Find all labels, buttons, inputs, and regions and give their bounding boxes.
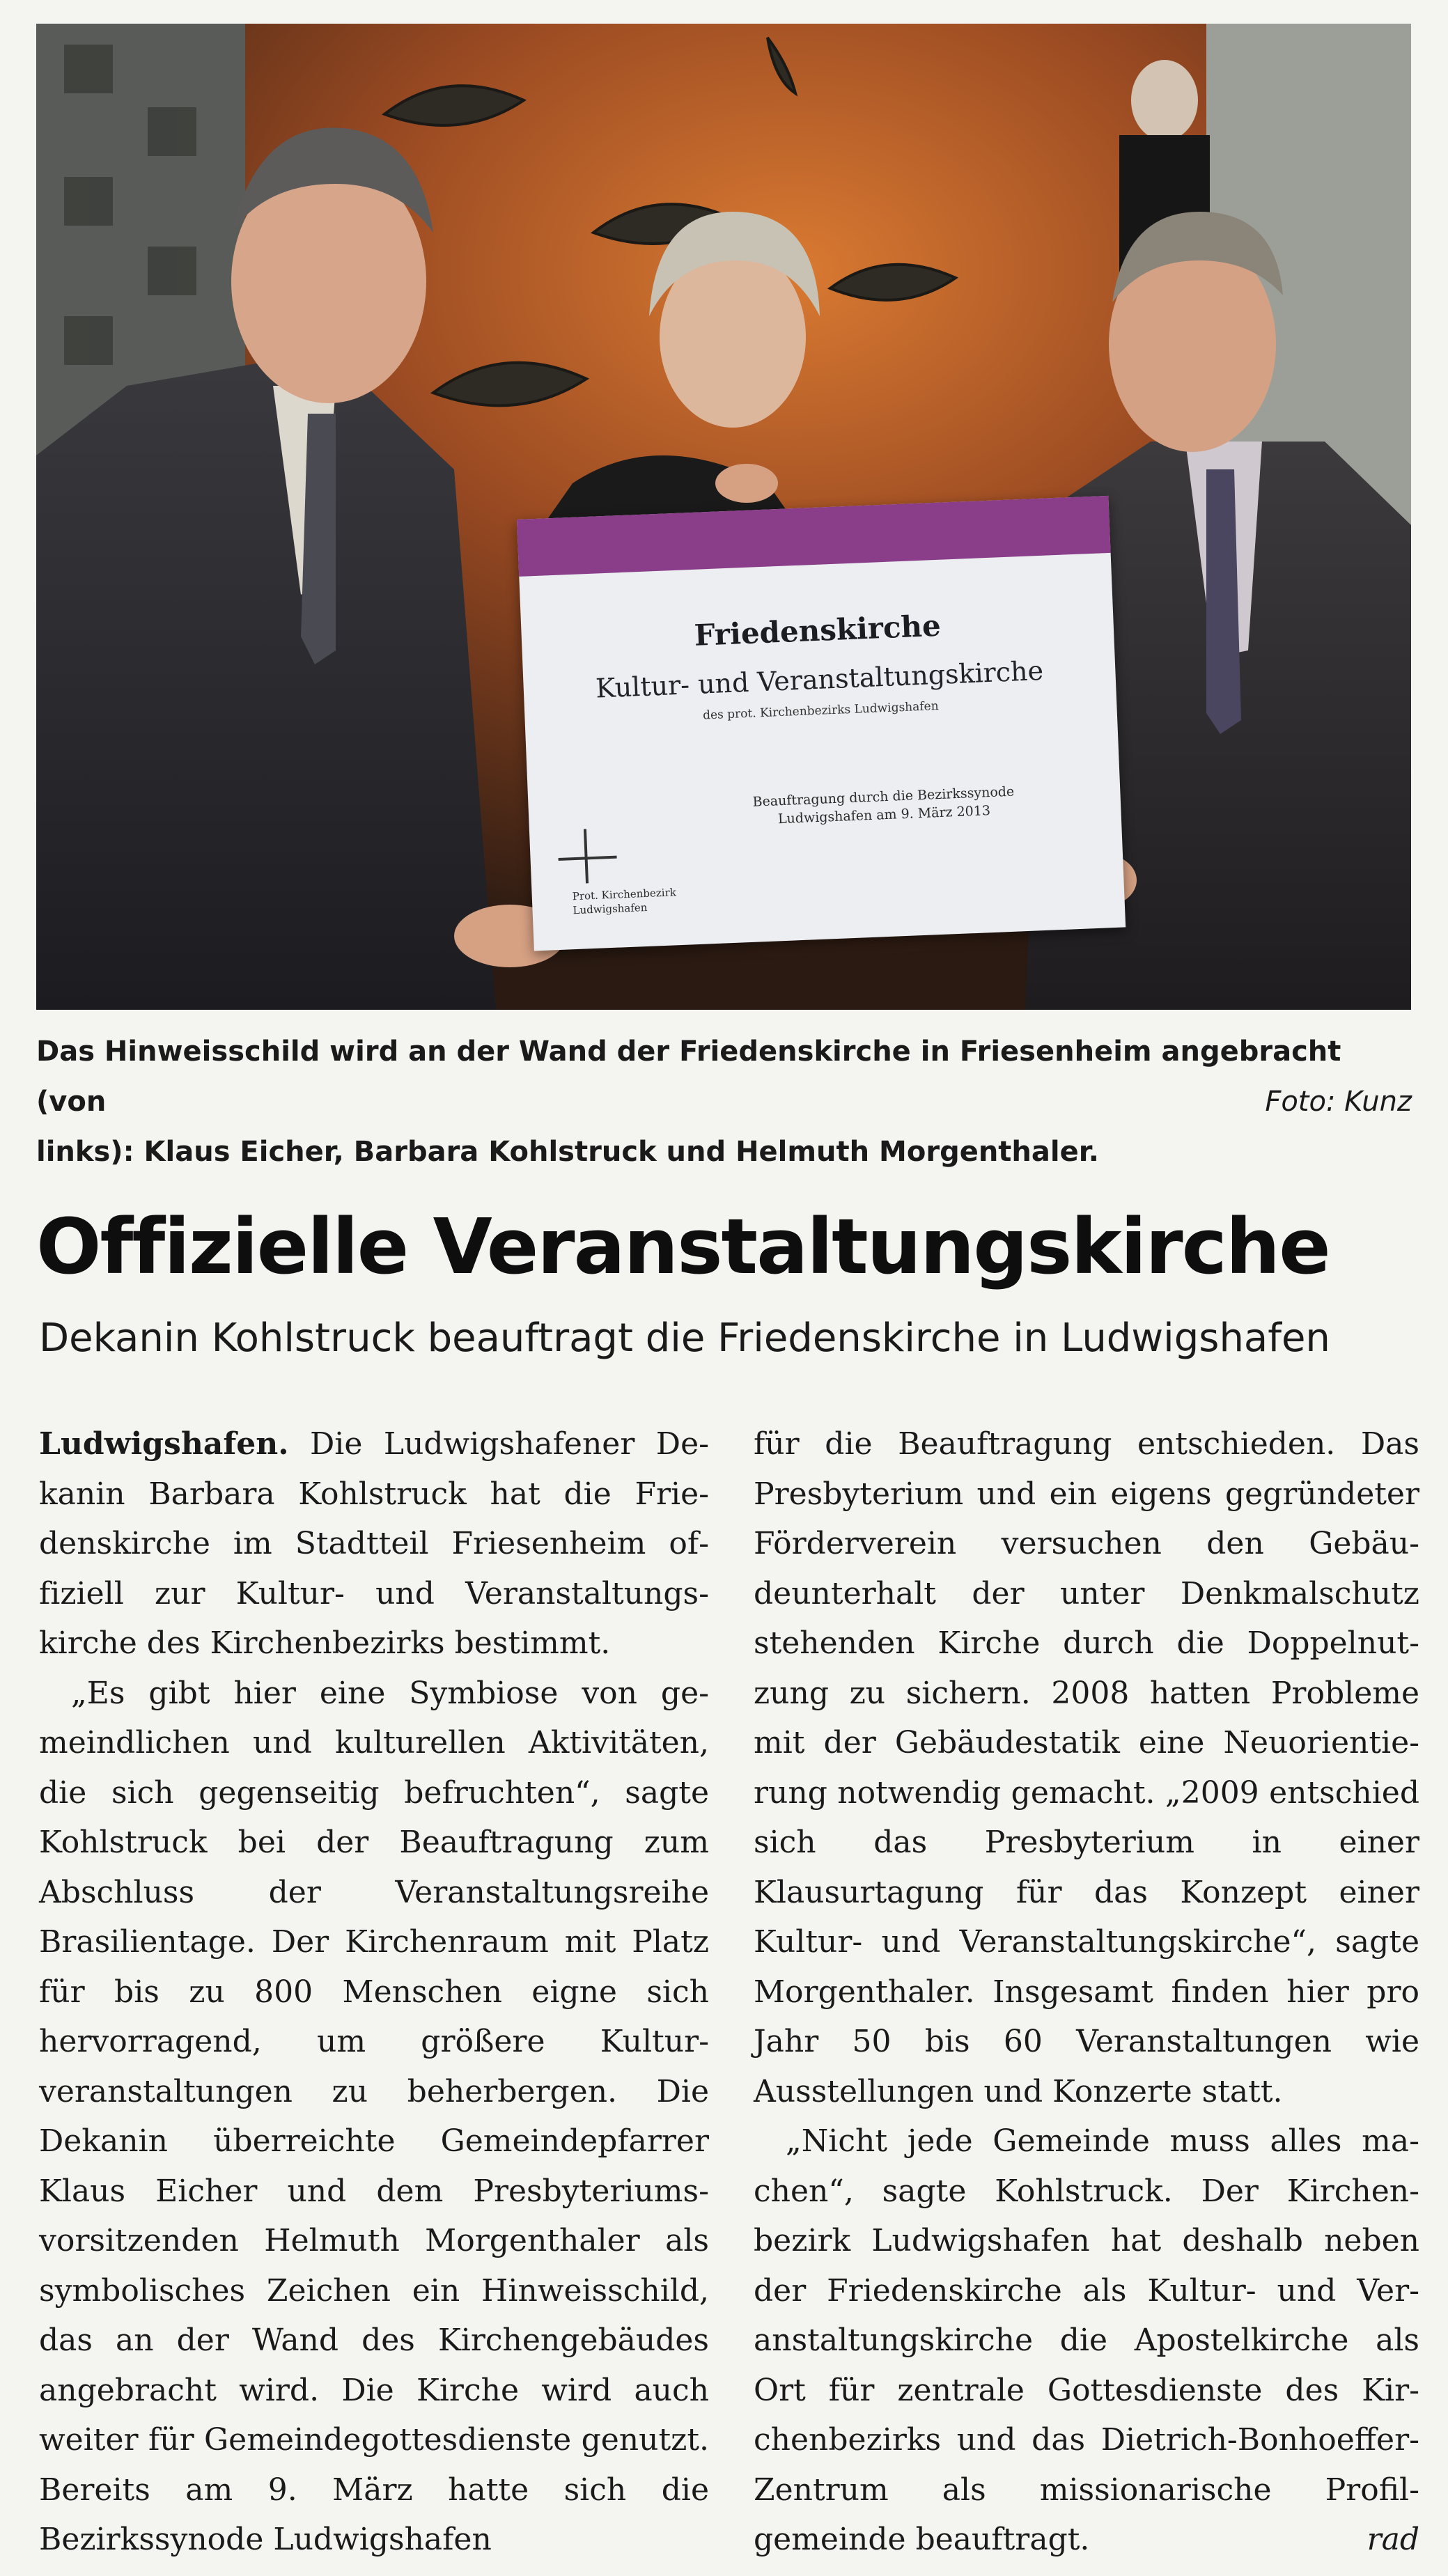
sign-org-line2: Ludwigshafen — [573, 900, 648, 917]
article-paragraph-2: „Es gibt hier eine Symbiose von gemeindlichen und kulturellen Aktivitäten, die sich gegenseitig befruchten“, sagte Kohlstruck bei der Beauftragung zum Abschluss der Veranstaltungsreihe Brasilientage. Der Kirchenraum mit Platz für bis zu 800 Menschen eigne sich hervorragend, um größere Kulturveranstaltungen zu beherbergen. Die Dekanin überreichte Gemeindepfarrer Klaus Eicher und dem Presbyteriumsvorsitzenden Helmuth Morgenthaler als symbolisches Zeichen ein Hinweisschild, das an der Wand des Kirchengebäudes angebracht wird. Die Kirche wird auch weiter für Gemeindegottesdienste genutzt. Bereits am 9. März hatte sich die Bezirkssynode Ludwigshafen — [39, 1675, 709, 2557]
photo-credit: Foto: Kunz — [1265, 1086, 1412, 1118]
article-headline: Offizielle Veranstaltungskirche — [36, 1202, 1330, 1291]
sign-org-line1: Prot. Kirchenbezirk — [572, 886, 677, 903]
caption-line2: links): Klaus Eicher, Barbara Kohlstruck und Helmuth Morgenthaler. — [36, 1136, 1099, 1168]
dateline: Ludwigshafen. — [39, 1426, 289, 1462]
article-subheadline: Dekanin Kohlstruck beauftragt die Friedenskirche in Ludwigshafen — [39, 1316, 1330, 1361]
sign-title: Friedenskirche — [693, 608, 942, 653]
paragraph-1-text: Die Ludwigshafener Dekanin Barbara Kohlstruck hat die Friedenskirche im Stadtteil Friesenheim offiziell zur Kultur- und Veranstaltungskirche des Kirchenbezirks bestimmt. — [39, 1426, 709, 1661]
sign-commission-line2: Ludwigshafen am 9. März 2013 — [777, 803, 991, 827]
sign-organization — [572, 884, 698, 917]
sign-subtitle: Kultur- und Veranstaltungskirche — [595, 655, 1044, 704]
author-initials: rad — [1367, 2522, 1419, 2557]
paragraph-4-text: „Nicht jede Gemeinde muss alles machen“, sagte Kohlstruck. Der Kirchenbezirk Ludwigshafen hat deshalb neben der Friedenskirche als Kultur- und Veranstaltungskirche die Apostelkirche als Ort für zentrale Gottesdienste des Kirchenbezirks und das Dietrich-Bonhoeffer-Zentrum als missionarische Profilgemeinde beauftragt. — [754, 2123, 1419, 2557]
sign-commission — [674, 779, 1093, 832]
article-column-right — [754, 1419, 1419, 2565]
article-photo — [36, 24, 1411, 1010]
article-paragraph-1 — [39, 1419, 709, 1669]
sign-plaque — [517, 496, 1126, 951]
photo-caption — [36, 1027, 1415, 1177]
caption-line1: Das Hinweisschild wird an der Wand der Friedenskirche in Friesenheim angebracht (von — [36, 1036, 1341, 1118]
article-paragraph-3: für die Beauftragung entschieden. Das Presbyterium und ein eigens gegründeter Förderverein versuchen den Gebäudeunterhalt der unter Denkmalschutz stehenden Kirche durch die Doppelnutzung zu sichern. 2008 hatten Probleme mit der Gebäudestatik eine Neuorientierung notwendig gemacht. „2009 entschied sich das Presbyterium in einer Klausurtagung für das Konzept einer Kultur- und Veranstaltungskirche“, sagte Morgenthaler. Insgesamt finden hier pro Jahr 50 bis 60 Veranstaltungen wie Ausstellungen und Konzerte statt. — [754, 1426, 1419, 2109]
sign-note: des prot. Kirchenbezirks Ludwigshafen — [702, 698, 939, 723]
article-paragraph-4 — [754, 2116, 1419, 2565]
article-column-left — [39, 1419, 709, 2565]
sign-commission-line1: Beauftragung durch die Bezirkssynode — [752, 783, 1015, 810]
